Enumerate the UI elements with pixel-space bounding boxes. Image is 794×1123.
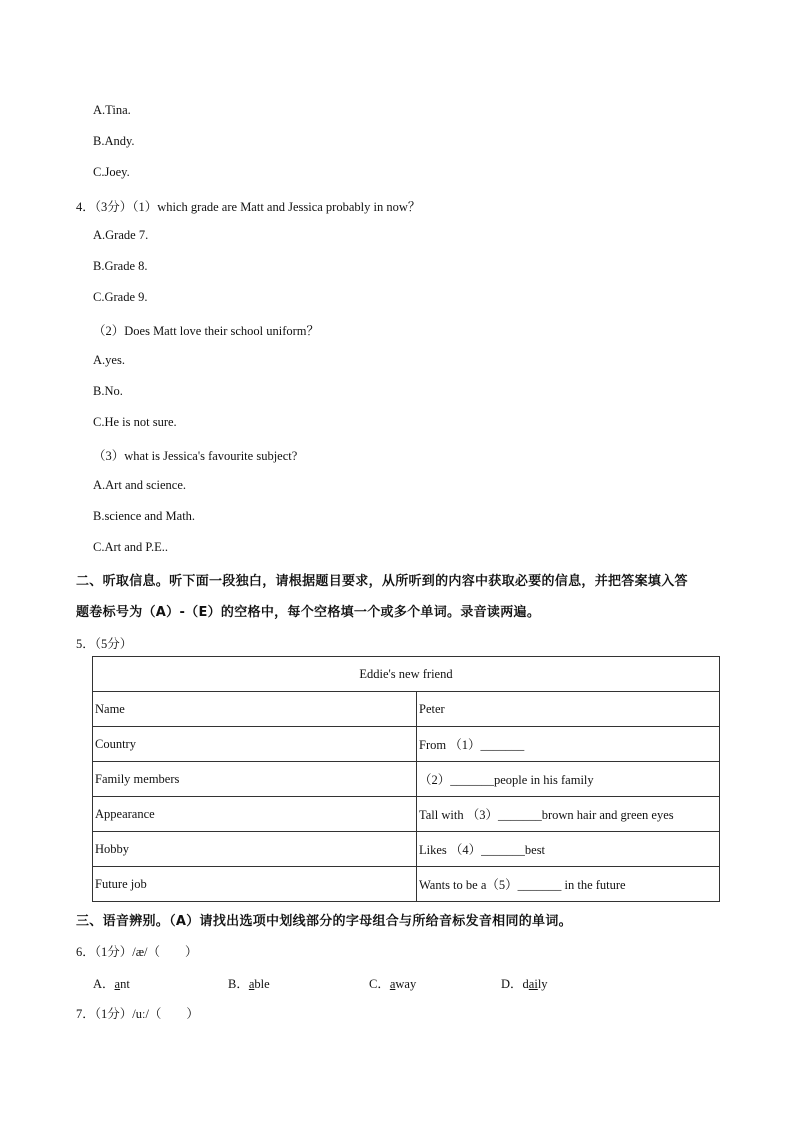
q5-header: 5．（5分） [76, 637, 133, 651]
table-row [93, 727, 720, 762]
section3-instructions: 三、语音辨别。（A）请找出选项中划线部分的字母组合与所给音标发音相同的单词。 [76, 914, 572, 929]
q4-3-option-b: B.science and Math. [93, 509, 196, 523]
q6-choice-b [228, 974, 270, 992]
choice-prefix: C． [369, 977, 390, 991]
q3-option-c: C.Joey. [93, 165, 130, 179]
table-row [93, 832, 720, 867]
table-row [93, 797, 720, 832]
row-label: Country [93, 727, 417, 762]
section2-line1: 二、听取信息。听下面一段独白，请根据题目要求，从所听到的内容中获取必要的信息，并把答案填入答 [76, 574, 688, 589]
q7-header: 7．（1分）/uː/（ ） [76, 1007, 199, 1021]
q4-1-option-b: B.Grade 8. [93, 259, 148, 273]
choice-underlined: a [114, 977, 121, 991]
q3-option-b: B.Andy. [93, 134, 135, 148]
eddie-friend-table [92, 656, 720, 902]
row-label: Name [93, 692, 417, 727]
q4-header: 4．（3分）（1）which grade are Matt and Jessica probably in now？ [76, 200, 421, 214]
row-value: Peter [417, 692, 720, 727]
row-value: Tall with （3）_______brown hair and green eyes [417, 797, 720, 832]
q4-2-option-a: A.yes. [93, 353, 125, 367]
row-label: Hobby [93, 832, 417, 867]
q4-3-option-a: A.Art and science. [93, 478, 187, 492]
row-value: Wants to be a（5）_______ in the future [417, 867, 720, 902]
q3-option-a: A.Tina. [93, 103, 131, 117]
table-row [93, 867, 720, 902]
row-value: From （1）_______ [417, 727, 720, 762]
choice-lead: d [522, 977, 529, 991]
choice-prefix: D． [501, 977, 523, 991]
q6-choice-d [501, 974, 548, 992]
choice-prefix: A． [93, 977, 115, 991]
q4-1-option-c: C.Grade 9. [93, 290, 148, 304]
q4-2-option-c: C.He is not sure. [93, 415, 177, 429]
q4-2-option-b: B.No. [93, 384, 123, 398]
table-row [93, 692, 720, 727]
q6-choice-c [369, 974, 416, 992]
q4-1-option-a: A.Grade 7. [93, 228, 149, 242]
table-title-row [93, 657, 720, 692]
choice-rest: nt [120, 977, 130, 991]
choice-underlined: ai [528, 977, 538, 991]
choice-prefix: B． [228, 977, 249, 991]
row-label: Appearance [93, 797, 417, 832]
row-value: （2）_______people in his family [417, 762, 720, 797]
row-label: Family members [93, 762, 417, 797]
choice-underlined: a [389, 977, 396, 991]
choice-rest: way [395, 977, 417, 991]
choice-rest: ly [537, 977, 548, 991]
row-value: Likes （4）_______best [417, 832, 720, 867]
table-row [93, 762, 720, 797]
q6-header: 6．（1分）/æ/（ ） [76, 945, 198, 959]
q4-3-option-c: C.Art and P.E.. [93, 540, 168, 554]
choice-underlined: a [248, 977, 255, 991]
choice-rest: ble [254, 977, 270, 991]
q6-choice-a [93, 974, 130, 992]
q4-2-question: （2）Does Matt love their school uniform？ [93, 324, 320, 338]
q4-3-question: （3）what is Jessica's favourite subject? [93, 449, 298, 463]
table-title: Eddie's new friend [93, 657, 720, 692]
row-label: Future job [93, 867, 417, 902]
section2-line2: 题卷标号为（A）-（E）的空格中，每个空格填一个或多个单词。录音读两遍。 [76, 605, 541, 620]
